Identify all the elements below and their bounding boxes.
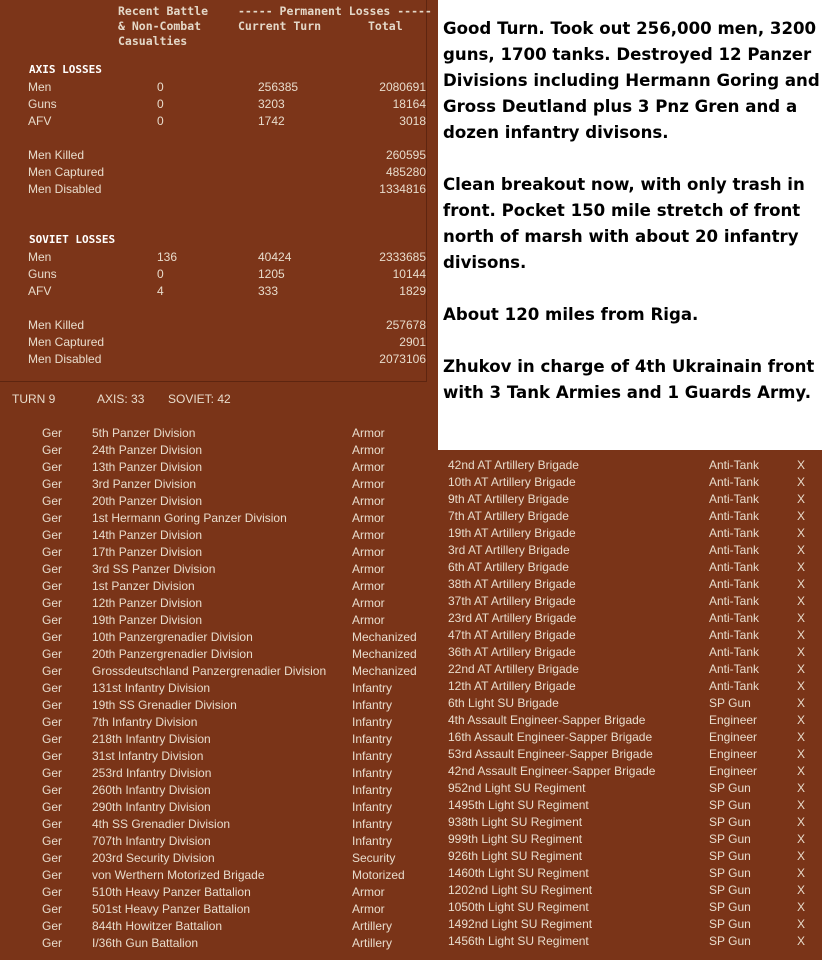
soviet-unit-destroyed-mark: X: [797, 594, 806, 608]
axis-unit-type: Infantry: [352, 766, 393, 780]
soviet-unit-destroyed-mark: X: [797, 747, 806, 761]
axis-unit-nation: Ger: [42, 426, 63, 440]
soviet-unit-destroyed-mark: X: [797, 900, 806, 914]
note-paragraph: About 120 miles from Riga.: [443, 305, 699, 324]
loss-extra-label: Men Killed: [28, 148, 85, 162]
axis-unit-type: Infantry: [352, 800, 393, 814]
soviet-unit-type: Anti-Tank: [709, 475, 760, 489]
axis-score: AXIS: 33: [97, 392, 145, 406]
soviet-score: SOVIET: 42: [168, 392, 231, 406]
soviet-unit-destroyed-mark: X: [797, 696, 806, 710]
soviet-unit-destroyed-mark: X: [797, 543, 806, 557]
soviet-unit-name: 1202nd Light SU Regiment: [448, 883, 593, 897]
axis-unit-type: Mechanized: [352, 630, 417, 644]
soviet-unit-destroyed-mark: X: [797, 883, 806, 897]
soviet-unit-type: Anti-Tank: [709, 645, 760, 659]
axis-unit-name: 131st Infantry Division: [92, 681, 211, 695]
soviet-unit-destroyed-mark: X: [797, 662, 806, 676]
soviet-unit-name: 10th AT Artillery Brigade: [448, 475, 576, 489]
soviet-unit-type: Engineer: [709, 747, 758, 761]
axis-unit-name: 1st Panzer Division: [92, 579, 195, 593]
axis-unit-type: Motorized: [352, 868, 405, 882]
axis-unit-type: Armor: [352, 902, 385, 916]
axis-unit-nation: Ger: [42, 664, 63, 678]
axis-unit-nation: Ger: [42, 630, 63, 644]
loss-total-value: 10144: [392, 267, 426, 281]
axis-unit-nation: Ger: [42, 511, 63, 525]
loss-row-label: Men: [28, 80, 52, 94]
soviet-unit-type: SP Gun: [709, 934, 751, 948]
axis-unit-name: von Werthern Motorized Brigade: [92, 868, 265, 882]
soviet-unit-name: 53rd Assault Engineer-Sapper Brigade: [448, 747, 653, 761]
axis-unit-nation: Ger: [42, 647, 63, 661]
axis-unit-type: Artillery: [352, 919, 393, 933]
axis-unit-nation: Ger: [42, 800, 63, 814]
axis-unit-type: Armor: [352, 511, 385, 525]
axis-unit-name: 20th Panzergrenadier Division: [92, 647, 253, 661]
axis-unit-name: 5th Panzer Division: [92, 426, 196, 440]
loss-total-value: 2333685: [379, 250, 426, 264]
axis-unit-type: Mechanized: [352, 664, 417, 678]
soviet-unit-name: 6th Light SU Brigade: [448, 696, 559, 710]
axis-unit-name: 7th Infantry Division: [92, 715, 198, 729]
axis-unit-type: Infantry: [352, 698, 393, 712]
soviet-unit-type: Anti-Tank: [709, 577, 760, 591]
soviet-unit-name: 16th Assault Engineer-Sapper Brigade: [448, 730, 653, 744]
soviet-unit-name: 19th AT Artillery Brigade: [448, 526, 576, 540]
soviet-unit-type: Anti-Tank: [709, 543, 760, 557]
loss-turn-value: 333: [258, 284, 279, 298]
loss-total-value: 2080691: [379, 80, 426, 94]
header-current-turn: Current Turn: [238, 19, 322, 33]
soviet-unit-destroyed-mark: X: [797, 645, 806, 659]
loss-extra-value: 485280: [385, 165, 426, 179]
note-paragraph: Clean breakout now, with only trash in front. Pocket 150 mile stretch of front north of marsh with about 20 infantry divisons.: [443, 175, 805, 272]
loss-battle-value: 4: [157, 284, 164, 298]
axis-losses-title: AXIS LOSSES: [29, 63, 102, 76]
soviet-unit-type: Anti-Tank: [709, 594, 760, 608]
axis-unit-nation: Ger: [42, 613, 63, 627]
loss-battle-value: 0: [157, 97, 164, 111]
axis-unit-nation: Ger: [42, 885, 63, 899]
note-paragraph: Good Turn. Took out 256,000 men, 3200 guns, 1700 tanks. Destroyed 12 Panzer Divisions including Hermann Goring and Gross Deutland plus 3 Pnz Gren and a dozen infantry divisons.: [443, 19, 820, 142]
axis-unit-name: 4th SS Grenadier Division: [92, 817, 231, 831]
soviet-unit-destroyed-mark: X: [797, 781, 806, 795]
axis-unit-nation: Ger: [42, 732, 63, 746]
soviet-unit-type: SP Gun: [709, 798, 751, 812]
loss-extra-label: Men Captured: [28, 335, 105, 349]
axis-unit-type: Infantry: [352, 834, 393, 848]
axis-unit-name: 290th Infantry Division: [92, 800, 211, 814]
axis-unit-name: 260th Infantry Division: [92, 783, 211, 797]
axis-unit-nation: Ger: [42, 443, 63, 457]
axis-unit-name: 218th Infantry Division: [92, 732, 211, 746]
soviet-unit-type: Anti-Tank: [709, 662, 760, 676]
soviet-unit-name: 12th AT Artillery Brigade: [448, 679, 576, 693]
soviet-unit-name: 938th Light SU Regiment: [448, 815, 583, 829]
loss-row-label: Guns: [28, 267, 57, 281]
soviet-unit-name: 42nd Assault Engineer-Sapper Brigade: [448, 764, 656, 778]
soviet-unit-name: 38th AT Artillery Brigade: [448, 577, 576, 591]
axis-unit-type: Armor: [352, 579, 385, 593]
soviet-unit-name: 36th AT Artillery Brigade: [448, 645, 576, 659]
soviet-unit-destroyed-mark: X: [797, 475, 806, 489]
axis-unit-nation: Ger: [42, 715, 63, 729]
soviet-unit-name: 4th Assault Engineer-Sapper Brigade: [448, 713, 646, 727]
axis-unit-type: Armor: [352, 528, 385, 542]
axis-unit-nation: Ger: [42, 460, 63, 474]
soviet-unit-type: SP Gun: [709, 832, 751, 846]
loss-turn-value: 1205: [258, 267, 285, 281]
soviet-unit-destroyed-mark: X: [797, 934, 806, 948]
axis-unit-type: Armor: [352, 885, 385, 899]
soviet-unit-destroyed-mark: X: [797, 866, 806, 880]
loss-turn-value: 1742: [258, 114, 285, 128]
soviet-unit-type: SP Gun: [709, 917, 751, 931]
axis-unit-name: 19th SS Grenadier Division: [92, 698, 237, 712]
soviet-unit-name: 22nd AT Artillery Brigade: [448, 662, 579, 676]
axis-unit-name: 253rd Infantry Division: [92, 766, 212, 780]
loss-total-value: 3018: [399, 114, 426, 128]
soviet-unit-type: SP Gun: [709, 849, 751, 863]
axis-unit-type: Armor: [352, 613, 385, 627]
axis-unit-type: Artillery: [352, 936, 393, 950]
axis-unit-nation: Ger: [42, 868, 63, 882]
axis-unit-nation: Ger: [42, 834, 63, 848]
axis-unit-name: 14th Panzer Division: [92, 528, 203, 542]
soviet-unit-type: SP Gun: [709, 883, 751, 897]
loss-row-label: Men: [28, 250, 52, 264]
axis-unit-name: 20th Panzer Division: [92, 494, 203, 508]
axis-unit-name: 31st Infantry Division: [92, 749, 204, 763]
soviet-unit-type: Anti-Tank: [709, 458, 760, 472]
soviet-unit-type: SP Gun: [709, 866, 751, 880]
soviet-unit-name: 37th AT Artillery Brigade: [448, 594, 576, 608]
soviet-unit-destroyed-mark: X: [797, 492, 806, 506]
axis-unit-type: Infantry: [352, 749, 393, 763]
loss-total-value: 1829: [399, 284, 426, 298]
soviet-unit-name: 47th AT Artillery Brigade: [448, 628, 576, 642]
axis-unit-name: 844th Howitzer Battalion: [92, 919, 223, 933]
loss-battle-value: 0: [157, 267, 164, 281]
axis-unit-nation: Ger: [42, 817, 63, 831]
axis-unit-nation: Ger: [42, 477, 63, 491]
soviet-unit-type: Anti-Tank: [709, 679, 760, 693]
axis-unit-type: Infantry: [352, 783, 393, 797]
soviet-unit-type: Engineer: [709, 764, 758, 778]
soviet-unit-destroyed-mark: X: [797, 577, 806, 591]
soviet-unit-type: Anti-Tank: [709, 509, 760, 523]
soviet-unit-name: 3rd AT Artillery Brigade: [448, 543, 570, 557]
axis-unit-nation: Ger: [42, 749, 63, 763]
axis-unit-type: Infantry: [352, 681, 393, 695]
soviet-unit-name: 1492nd Light SU Regiment: [448, 917, 593, 931]
soviet-unit-destroyed-mark: X: [797, 628, 806, 642]
axis-unit-name: 10th Panzergrenadier Division: [92, 630, 253, 644]
axis-unit-nation: Ger: [42, 902, 63, 916]
soviet-unit-name: 999th Light SU Regiment: [448, 832, 583, 846]
axis-unit-type: Armor: [352, 545, 385, 559]
axis-unit-name: 13th Panzer Division: [92, 460, 203, 474]
commentary-note: [438, 0, 822, 450]
axis-unit-name: Grossdeutschland Panzergrenadier Division: [92, 664, 327, 678]
soviet-unit-destroyed-mark: X: [797, 849, 806, 863]
turn-number: TURN 9: [12, 392, 56, 406]
soviet-unit-type: Engineer: [709, 713, 758, 727]
soviet-unit-destroyed-mark: X: [797, 832, 806, 846]
loss-turn-value: 3203: [258, 97, 285, 111]
axis-unit-type: Armor: [352, 562, 385, 576]
soviet-unit-destroyed-mark: X: [797, 679, 806, 693]
axis-unit-nation: Ger: [42, 494, 63, 508]
axis-unit-nation: Ger: [42, 562, 63, 576]
loss-row-label: AFV: [28, 114, 52, 128]
loss-extra-value: 1334816: [379, 182, 426, 196]
soviet-unit-type: Anti-Tank: [709, 628, 760, 642]
axis-unit-name: 3rd Panzer Division: [92, 477, 197, 491]
soviet-unit-name: 23rd AT Artillery Brigade: [448, 611, 577, 625]
axis-unit-nation: Ger: [42, 528, 63, 542]
axis-unit-type: Security: [352, 851, 396, 865]
loss-extra-label: Men Disabled: [28, 182, 102, 196]
header-battle-casualties: Recent Battle & Non-Combat Casualties: [118, 4, 209, 48]
soviet-unit-destroyed-mark: X: [797, 509, 806, 523]
axis-unit-name: 707th Infantry Division: [92, 834, 211, 848]
soviet-losses-title: SOVIET LOSSES: [29, 233, 116, 246]
loss-extra-label: Men Killed: [28, 318, 85, 332]
loss-turn-value: 40424: [258, 250, 292, 264]
axis-unit-type: Armor: [352, 460, 385, 474]
soviet-unit-destroyed-mark: X: [797, 611, 806, 625]
soviet-unit-destroyed-mark: X: [797, 560, 806, 574]
soviet-unit-type: Engineer: [709, 730, 758, 744]
axis-unit-name: 510th Heavy Panzer Battalion: [92, 885, 251, 899]
loss-extra-value: 2901: [399, 335, 426, 349]
soviet-unit-type: Anti-Tank: [709, 611, 760, 625]
axis-unit-name: 19th Panzer Division: [92, 613, 203, 627]
loss-row-label: Guns: [28, 97, 57, 111]
soviet-unit-name: 1495th Light SU Regiment: [448, 798, 589, 812]
axis-unit-nation: Ger: [42, 919, 63, 933]
axis-unit-name: 501st Heavy Panzer Battalion: [92, 902, 251, 916]
axis-unit-name: 24th Panzer Division: [92, 443, 203, 457]
soviet-unit-name: 7th AT Artillery Brigade: [448, 509, 569, 523]
axis-unit-type: Armor: [352, 477, 385, 491]
axis-unit-type: Infantry: [352, 715, 393, 729]
soviet-unit-name: 952nd Light SU Regiment: [448, 781, 586, 795]
soviet-unit-name: 6th AT Artillery Brigade: [448, 560, 569, 574]
loss-row-label: AFV: [28, 284, 52, 298]
axis-unit-name: 1st Hermann Goring Panzer Division: [92, 511, 287, 525]
soviet-unit-name: 926th Light SU Regiment: [448, 849, 583, 863]
axis-unit-name: 17th Panzer Division: [92, 545, 203, 559]
loss-extra-value: 2073106: [379, 352, 426, 366]
axis-unit-name: I/36th Gun Battalion: [92, 936, 199, 950]
soviet-unit-type: Anti-Tank: [709, 526, 760, 540]
axis-unit-nation: Ger: [42, 579, 63, 593]
soviet-unit-destroyed-mark: X: [797, 713, 806, 727]
soviet-unit-name: 9th AT Artillery Brigade: [448, 492, 569, 506]
axis-unit-nation: Ger: [42, 783, 63, 797]
axis-unit-nation: Ger: [42, 936, 63, 950]
axis-unit-type: Armor: [352, 596, 385, 610]
soviet-unit-destroyed-mark: X: [797, 815, 806, 829]
soviet-unit-type: Anti-Tank: [709, 492, 760, 506]
loss-extra-label: Men Captured: [28, 165, 105, 179]
axis-unit-type: Armor: [352, 494, 385, 508]
axis-unit-nation: Ger: [42, 545, 63, 559]
soviet-unit-destroyed-mark: X: [797, 798, 806, 812]
soviet-unit-type: SP Gun: [709, 815, 751, 829]
soviet-unit-name: 1050th Light SU Regiment: [448, 900, 589, 914]
loss-extra-value: 257678: [385, 318, 426, 332]
note-paragraph: Zhukov in charge of 4th Ukrainain front with 3 Tank Armies and 1 Guards Army.: [443, 357, 815, 402]
loss-battle-value: 0: [157, 114, 164, 128]
axis-unit-nation: Ger: [42, 698, 63, 712]
soviet-unit-destroyed-mark: X: [797, 458, 806, 472]
loss-extra-label: Men Disabled: [28, 352, 102, 366]
soviet-unit-name: 1460th Light SU Regiment: [448, 866, 589, 880]
soviet-unit-type: SP Gun: [709, 900, 751, 914]
soviet-unit-name: 42nd AT Artillery Brigade: [448, 458, 579, 472]
axis-unit-name: 203rd Security Division: [92, 851, 215, 865]
axis-unit-type: Infantry: [352, 732, 393, 746]
axis-unit-nation: Ger: [42, 596, 63, 610]
axis-unit-type: Mechanized: [352, 647, 417, 661]
soviet-unit-destroyed-mark: X: [797, 526, 806, 540]
soviet-unit-destroyed-mark: X: [797, 917, 806, 931]
axis-unit-type: Armor: [352, 443, 385, 457]
header-total: Total: [368, 19, 403, 33]
loss-turn-value: 256385: [258, 80, 299, 94]
axis-unit-type: Infantry: [352, 817, 393, 831]
axis-unit-nation: Ger: [42, 681, 63, 695]
soviet-unit-destroyed-mark: X: [797, 730, 806, 744]
axis-unit-type: Armor: [352, 426, 385, 440]
soviet-unit-type: SP Gun: [709, 781, 751, 795]
soviet-unit-name: 1456th Light SU Regiment: [448, 934, 589, 948]
header-permanent-losses: ----- Permanent Losses -----: [238, 4, 432, 18]
loss-total-value: 18164: [392, 97, 426, 111]
soviet-unit-type: Anti-Tank: [709, 560, 760, 574]
axis-unit-nation: Ger: [42, 851, 63, 865]
axis-unit-nation: Ger: [42, 766, 63, 780]
loss-extra-value: 260595: [385, 148, 426, 162]
soviet-unit-type: SP Gun: [709, 696, 751, 710]
soviet-unit-destroyed-mark: X: [797, 764, 806, 778]
axis-unit-name: 12th Panzer Division: [92, 596, 203, 610]
axis-unit-name: 3rd SS Panzer Division: [92, 562, 216, 576]
loss-battle-value: 0: [157, 80, 164, 94]
loss-battle-value: 136: [157, 250, 178, 264]
